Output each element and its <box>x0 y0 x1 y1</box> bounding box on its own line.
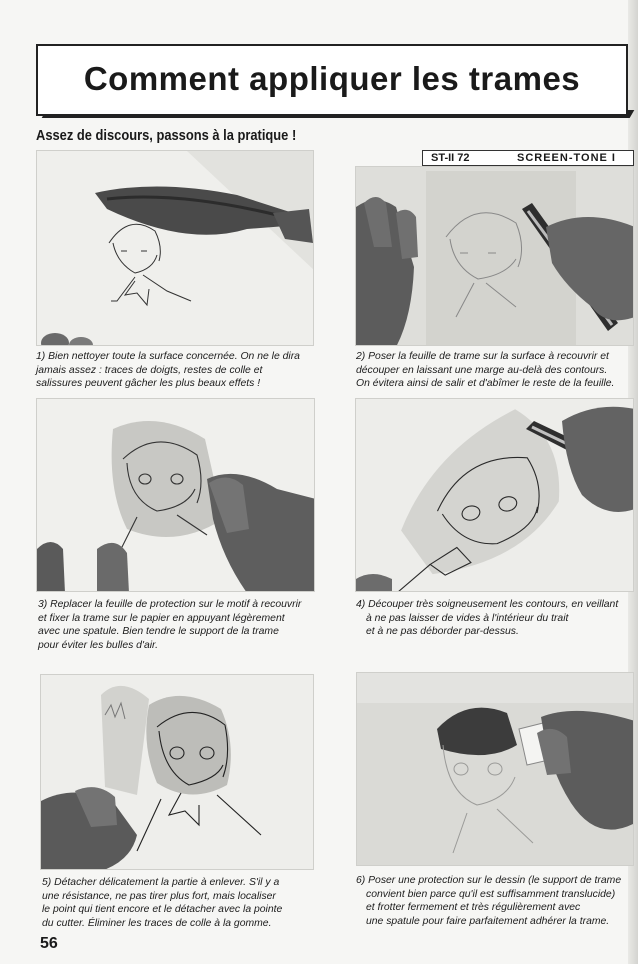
screen-tone-label <box>422 150 634 166</box>
caption-line: 2) Poser la feuille de trame sur la surface à recouvrir et <box>356 351 609 362</box>
step-1-photo <box>36 150 314 346</box>
tone-brand: SCREEN-TONE I <box>517 152 616 164</box>
caption-line: et frotter fermement et très régulièrement avec <box>366 902 581 914</box>
step-2-caption <box>356 350 614 391</box>
caption-line: découper en laissant une marge au-delà des contours. <box>356 364 608 376</box>
tone-code: ST-II 72 <box>431 152 470 164</box>
page-number: 56 <box>40 935 58 952</box>
caption-line: 3) Replacer la feuille de protection sur le motif à recouvrir <box>38 599 302 610</box>
caption-line: une résistance, ne pas tirer plus fort, mais localiser <box>42 890 276 902</box>
caption-line: du cutter. Éliminer les traces de colle à la gomme. <box>42 917 272 929</box>
caption-line: 5) Détacher délicatement la partie à enlever. S'il y a <box>42 877 280 888</box>
page-title: Comment appliquer les trames <box>83 60 581 97</box>
caption-line: une spatule pour faire parfaitement adhérer la trame. <box>366 915 610 927</box>
step-5-photo <box>40 674 314 870</box>
caption-line: à ne pas laisser de vides à l'intérieur du trait <box>366 612 569 624</box>
step-3-photo <box>36 398 315 592</box>
step-6-caption <box>356 874 621 928</box>
step-1-caption <box>36 350 300 391</box>
step-6-photo <box>356 672 634 866</box>
caption-line: 6) Poser une protection sur le dessin (le support de trame <box>356 875 622 886</box>
caption-line: et à ne pas déborder par-dessus. <box>366 626 519 638</box>
caption-line: avec une spatule. Bien tendre le support de la trame <box>38 626 279 638</box>
caption-line: le point qui tient encore et le détacher avec la pointe <box>42 904 283 916</box>
step-4-photo <box>355 398 634 592</box>
caption-line: et fixer la trame sur le papier en appuyant légèrement <box>38 612 285 624</box>
caption-line: 1) Bien nettoyer toute la surface concernée. On ne le dira <box>36 351 300 362</box>
caption-line: On évitera ainsi de salir et d'abîmer le reste de la feuille. <box>356 378 615 390</box>
step-2-photo <box>355 166 634 346</box>
caption-line: convient bien parce qu'il est suffisamment translucide) <box>366 888 616 900</box>
step-5-caption <box>42 876 282 930</box>
caption-line: salissures peuvent gâcher les plus beaux effets ! <box>36 378 261 390</box>
title-box <box>36 44 628 116</box>
step-3-caption <box>38 598 301 652</box>
caption-line: 4) Découper très soigneusement les contours, en veillant <box>356 599 619 610</box>
page-subtitle: Assez de discours, passons à la pratique ! <box>36 127 297 144</box>
step-4-caption <box>356 598 618 639</box>
caption-line: pour éviter les bulles d'air. <box>38 639 158 651</box>
caption-line: jamais assez : traces de doigts, restes de colle et <box>36 364 263 376</box>
